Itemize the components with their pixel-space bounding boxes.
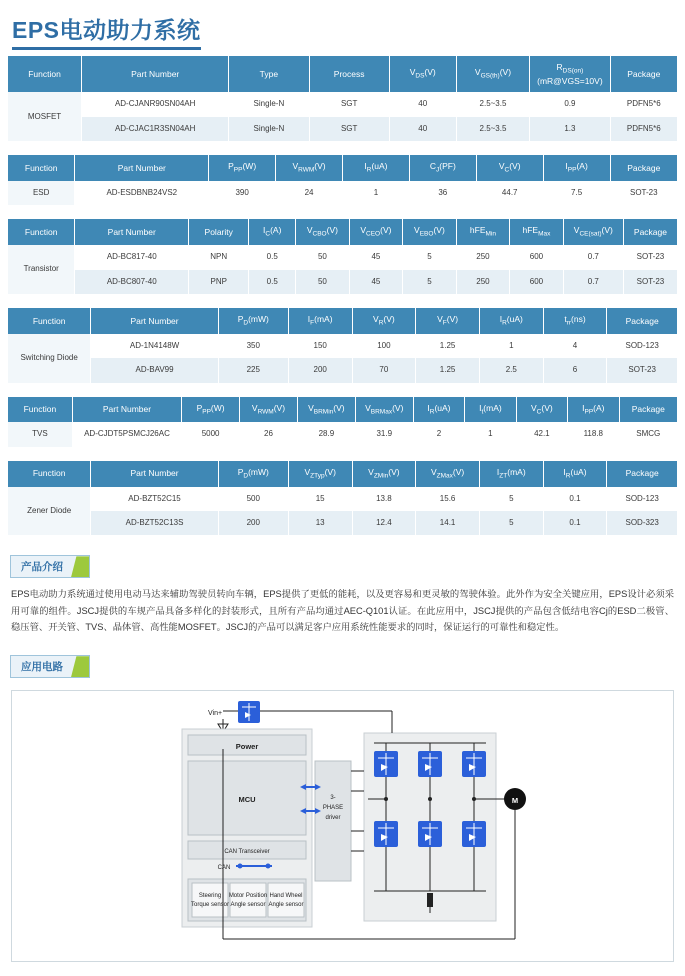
cell-function: ESD [8,181,75,205]
cell-value: 70 [352,358,416,382]
cell-value: 5 [479,487,543,511]
column-header: Package [610,155,677,181]
cell-value: 5 [403,245,457,269]
table-header-row [8,461,677,487]
cell-value: PDFN5*6 [610,92,677,116]
column-header: hFE$_{Min}$ [456,219,510,245]
section-heading-intro [10,555,90,578]
label-vin: Vin+ [208,710,223,718]
table-zener-diode [8,461,677,536]
column-header: $V_{ZMax}(V)$ [416,461,480,487]
cell-value: SOT-23 [623,245,677,269]
table-tvs [8,397,677,447]
cell-value: 150 [288,334,352,358]
cell-value: 600 [510,245,564,269]
column-header: $V_{RWM}(V)$ [240,397,298,423]
cell-value: 15.6 [416,487,480,511]
cell-value: AD-BC817-40 [75,245,189,269]
cell-value: 1 [479,334,543,358]
table-header-row [8,155,677,181]
column-header: $R_{DS(on)}$ (mR@VGS=10V) [530,56,610,92]
cell-value: 12.4 [352,511,416,535]
cell-value: 1.25 [416,334,480,358]
cell-value: 45 [349,270,403,294]
table-header-row [8,397,677,423]
column-header: $P_{PP}(W)$ [182,397,240,423]
cell-value: 5 [479,511,543,535]
column-header: $P_D(mW)$ [218,308,288,334]
column-header: $I_R(uA)$ [479,308,543,334]
cell-value: SGT [309,117,389,141]
column-header: Package [610,56,677,92]
cell-value: 390 [209,181,276,205]
column-header: $I_{ZT}(mA)$ [479,461,543,487]
table-header-row [8,56,677,92]
flag-icon [71,556,89,577]
table-header-row [8,219,677,245]
cell-value: 0.1 [543,511,607,535]
column-header: $P_D(mW)$ [218,461,288,487]
page-title: EPS电动助力系统 [12,12,201,50]
cell-value: 13 [288,511,352,535]
column-header: $V_{CEO}(V)$ [349,219,403,245]
section-heading-circuit [10,655,90,678]
cell-value: AD-ESDBNB24VS2 [75,181,209,205]
cell-value: 2.5 [479,358,543,382]
cell-value: 250 [456,270,510,294]
column-header: $V_{RWM}(V)$ [276,155,343,181]
table-row [8,511,677,535]
label-driver-2: PHASE [322,805,344,812]
label-steering-torque-sensor-1: Steering [198,893,222,900]
table-row [8,487,677,511]
cell-value: 200 [218,511,288,535]
table-row [8,245,677,269]
column-header: Function [8,308,91,334]
circuit-section [8,649,677,962]
column-header: Package [607,461,677,487]
column-header: Function [8,219,75,245]
cell-value: 0.5 [249,245,296,269]
label-motor-position-sensor-2: Angle sensor [230,902,266,909]
label-steering-torque-sensor-2: Torque sensor [190,902,230,909]
table-row [8,270,677,294]
cell-value: 40 [389,92,456,116]
column-header: $V_{BRMax}(V)$ [355,397,413,423]
cell-value: 200 [288,358,352,382]
cell-value: NPN [189,245,249,269]
column-header: Part Number [75,219,189,245]
table-row [8,422,677,446]
table-mosfet [8,56,677,141]
cell-value: 0.9 [530,92,610,116]
cell-value: SOD-323 [607,511,677,535]
column-header: $I_t(mA)$ [465,397,516,423]
column-header: $I_{PP}(A)$ [543,155,610,181]
table-transistor [8,219,677,294]
cell-value: 1 [465,422,516,446]
parameter-tables [8,56,677,535]
cell-value: AD-BC807-40 [75,270,189,294]
cell-value: 13.8 [352,487,416,511]
application-circuit-diagram [11,690,674,962]
column-header: Function [8,56,82,92]
cell-value: SOT-23 [610,181,677,205]
cell-value: 118.8 [568,422,619,446]
cell-function: Switching Diode [8,334,91,383]
cell-value: Single-N [229,92,309,116]
cell-value: 24 [276,181,343,205]
column-header: hFE$_{Max}$ [510,219,564,245]
column-header: $V_F(V)$ [416,308,480,334]
column-header: Part Number [82,56,229,92]
column-header: Part Number [91,308,218,334]
cell-function: Transistor [8,245,75,294]
cell-value: AD-CJAC1R3SN04AH [82,117,229,141]
column-header: Package [619,397,677,423]
cell-value: 36 [409,181,476,205]
cell-value: AD-BZT52C15 [91,487,218,511]
cell-value: SOT-23 [623,270,677,294]
column-header: $V_{GS(th)}(V)$ [456,56,530,92]
cell-value: 15 [288,487,352,511]
label-motor: M [511,796,519,806]
cell-value: SMCG [619,422,677,446]
cell-function: TVS [8,422,72,446]
cell-value: 1.3 [530,117,610,141]
table-row [8,117,677,141]
cell-value: 0.5 [249,270,296,294]
label-driver-3: driver [325,815,341,822]
flag-icon [71,656,89,677]
label-power: Power [235,742,259,752]
column-header: $I_C(A)$ [249,219,296,245]
cell-value: 2.5~3.5 [456,117,530,141]
label-can-transceiver: CAN Transceiver [224,849,270,856]
cell-value: 500 [218,487,288,511]
cell-function: MOSFET [8,92,82,141]
cell-value: 225 [218,358,288,382]
cell-value: 1.25 [416,358,480,382]
section-heading-circuit-label: 应用电路 [21,661,63,674]
cell-value: AD-CJANR90SN04AH [82,92,229,116]
label-hand-wheel-sensor-2: Angle sensor [268,902,304,909]
column-header: $I_F(mA)$ [288,308,352,334]
label-hand-wheel-sensor-1: Hand Wheel [269,893,303,900]
column-header: Part Number [72,397,181,423]
cell-value: 2 [413,422,464,446]
column-header: Function [8,155,75,181]
column-header: $V_R(V)$ [352,308,416,334]
table-switching-diode [8,308,677,383]
column-header: Type [229,56,309,92]
cell-value: 45 [349,245,403,269]
column-header: $I_R(uA)$ [413,397,464,423]
label-mcu: MCU [238,795,256,805]
table-header-row [8,308,677,334]
cell-value: 250 [456,245,510,269]
cell-value: 600 [510,270,564,294]
cell-value: 6 [543,358,607,382]
cell-value: 14.1 [416,511,480,535]
table-row [8,334,677,358]
label-can-bus: CAN [217,865,231,872]
column-header: $V_{BRMin}(V)$ [297,397,355,423]
cell-value: 1 [342,181,409,205]
column-header: Function [8,461,91,487]
cell-value: 31.9 [355,422,413,446]
column-header: $V_{CE(sat)}(V)$ [563,219,623,245]
label-motor-position-sensor-1: Motor Position [228,893,268,900]
column-header: $t_{rr}(ns)$ [543,308,607,334]
cell-value: AD-1N4148W [91,334,218,358]
label-driver-1: 3- [330,795,336,802]
cell-value: 100 [352,334,416,358]
cell-value: AD-BAV99 [91,358,218,382]
cell-value: 0.7 [563,270,623,294]
cell-value: SGT [309,92,389,116]
cell-value: 0.7 [563,245,623,269]
cell-value: 5000 [182,422,240,446]
section-heading-intro-label: 产品介绍 [21,561,63,574]
cell-value: 40 [389,117,456,141]
cell-value: SOD-123 [607,487,677,511]
column-header: Part Number [91,461,218,487]
column-header: $V_{EBO}(V)$ [403,219,457,245]
column-header: $I_{PP}(A)$ [568,397,619,423]
column-header: Package [623,219,677,245]
cell-value: Single-N [229,117,309,141]
cell-value: 7.5 [543,181,610,205]
cell-value: AD-CJDT5PSMCJ26AC [72,422,181,446]
column-header: $I_R(uA)$ [342,155,409,181]
column-header: $P_{PP}(W)$ [209,155,276,181]
cell-function: Zener Diode [8,487,91,536]
table-row [8,358,677,382]
cell-value: AD-BZT52C13S [91,511,218,535]
cell-value: 0.1 [543,487,607,511]
cell-value: 4 [543,334,607,358]
column-header: Process [309,56,389,92]
column-header: $C_J(PF)$ [409,155,476,181]
page-title-wrap [8,10,677,56]
column-header: Part Number [75,155,209,181]
column-header: $V_{CBO}(V)$ [296,219,350,245]
diagram-canvas [12,691,673,961]
column-header: $V_{DS}(V)$ [389,56,456,92]
column-header: $I_R(uA)$ [543,461,607,487]
column-header: $V_C(V)$ [516,397,567,423]
cell-value: 44.7 [476,181,543,205]
column-header: $V_{ZMin}(V)$ [352,461,416,487]
cell-value: 50 [296,245,350,269]
table-row [8,92,677,116]
cell-value: PDFN5*6 [610,117,677,141]
cell-value: 50 [296,270,350,294]
intro-paragraph: EPS电动助力系统通过使用电动马达来辅助驾驶员转向车辆，EPS提供了更低的能耗，以及更容易和更灵敏的驾驶体验。此外作为安全关键应用，EPS设计必须采用可靠的组件。JSCJ提供的车规产品具备多样化的封装形式，且所有产品均通过AEC-Q101认证。在此应用中，JSCJ提供的产品包含低结电容Cj的ESD二极管、稳压管、开关管、TVS、晶体管、高性能MOSFET。JSCJ的产品可以满足客户应用系统性能要求的同时，保证运行的可靠性和稳定性。 [11,589,674,632]
cell-value: 28.9 [297,422,355,446]
table-esd [8,155,677,205]
column-header: Package [607,308,677,334]
column-header: $V_C(V)$ [476,155,543,181]
cell-value: 26 [240,422,298,446]
table-row [8,181,677,205]
intro-section [8,549,677,641]
column-header: $V_{ZTyp}(V)$ [288,461,352,487]
cell-value: PNP [189,270,249,294]
cell-value: SOD-123 [607,334,677,358]
column-header: Polarity [189,219,249,245]
cell-value: 350 [218,334,288,358]
cell-value: 5 [403,270,457,294]
cell-value: 2.5~3.5 [456,92,530,116]
cell-value: 42.1 [516,422,567,446]
cell-value: SOT-23 [607,358,677,382]
column-header: Function [8,397,72,423]
